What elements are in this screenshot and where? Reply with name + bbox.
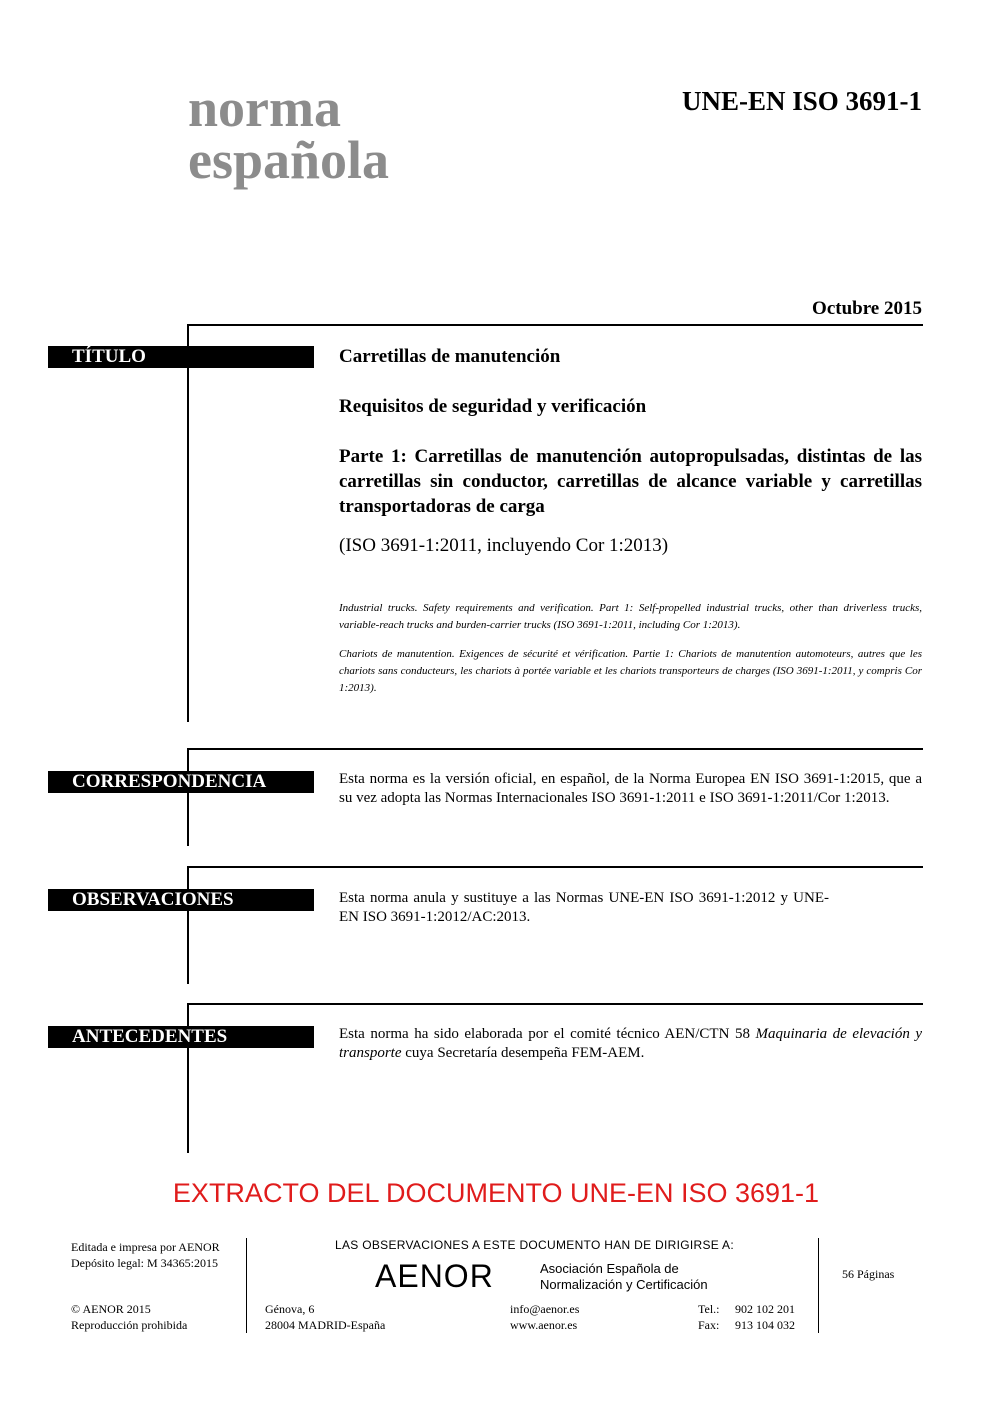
section-rule-observaciones <box>187 866 923 868</box>
title-french: Chariots de manutention. Exigences de sécurité et vérification. Partie 1: Chariots de manutention automoteurs, autres que les chariots sans conducteurs, les chariots à portée variable et les chariots transporteurs de charges (ISO 3691-1:2011, y compris Cor 1:2013). <box>339 648 922 694</box>
footer-copyright: © AENOR 2015 <box>71 1302 151 1316</box>
section-vline-correspondencia <box>187 748 189 846</box>
brand-wordmark <box>188 78 390 190</box>
aenor-association <box>540 1261 708 1293</box>
brand-line-1: norma <box>188 78 341 138</box>
antecedentes-text <box>339 1025 922 1063</box>
observaciones-text: Esta norma anula y sustituye a las Normas UNE-EN ISO 3691-1:2012 y UNE-EN ISO 3691-1:2012/AC:2013. <box>339 890 829 925</box>
footer-email[interactable]: info@aenor.es <box>510 1302 580 1316</box>
footer-tel-label: Tel.: <box>698 1302 720 1316</box>
section-label-correspondencia: CORRESPONDENCIA <box>48 771 314 793</box>
section-label-antecedentes: ANTECEDENTES <box>48 1026 314 1048</box>
section-vline-observaciones <box>187 866 189 984</box>
footer-contact-web <box>510 1301 579 1333</box>
footer-divider-left <box>246 1238 247 1333</box>
footer-edition <box>71 1239 220 1271</box>
antecedentes-text-b: cuya Secretaría desempeña FEM-AEM. <box>401 1045 645 1061</box>
standard-code: UNE-EN ISO 3691-1 <box>681 86 922 116</box>
publication-date: Octubre 2015 <box>812 298 922 319</box>
footer-fax: 913 104 032 <box>735 1318 795 1332</box>
title-line-1: Carretillas de manutención <box>339 346 561 367</box>
footer-legal-deposit: Depósito legal: M 34365:2015 <box>71 1256 218 1270</box>
footer-divider-right <box>818 1238 819 1333</box>
footer-pages: 56 Páginas <box>842 1267 895 1281</box>
antecedentes-committee: Maquinaria de elevación y transporte <box>339 1026 923 1061</box>
title-line-2: Requisitos de seguridad y verificación <box>339 396 647 417</box>
footer-city: 28004 MADRID-España <box>265 1318 386 1332</box>
title-english: Industrial trucks. Safety requirements and verification. Part 1: Self-propelled industrial trucks, other than driverless trucks, variable-reach trucks and burden-carrier trucks (ISO 3691-1:2011, including Cor 1:2013). <box>339 602 922 631</box>
section-rule-titulo <box>187 324 923 326</box>
section-rule-correspondencia <box>187 748 923 750</box>
footer-tel: 902 102 201 <box>735 1302 795 1316</box>
section-rule-antecedentes <box>187 1003 923 1005</box>
footer-street: Génova, 6 <box>265 1302 315 1316</box>
footer-edited: Editada e impresa por AENOR <box>71 1240 220 1254</box>
aenor-logo: AENOR <box>375 1258 494 1294</box>
footer-address <box>265 1301 385 1333</box>
section-label-titulo: TÍTULO <box>48 346 314 368</box>
footer-phone-labels <box>698 1301 720 1333</box>
extract-notice: EXTRACTO DEL DOCUMENTO UNE-EN ISO 3691-1 <box>172 1178 820 1208</box>
section-label-observaciones: OBSERVACIONES <box>48 889 314 911</box>
footer-phone-numbers <box>735 1301 795 1333</box>
footer-fax-label: Fax: <box>698 1318 720 1332</box>
title-reference: (ISO 3691-1:2011, incluyendo Cor 1:2013) <box>339 535 669 556</box>
footer-web[interactable]: www.aenor.es <box>510 1318 578 1332</box>
title-part: Parte 1: Carretillas de manutención autopropulsadas, distintas de las carretillas sin conductor, carretillas de alcance variable y carretillas transportadoras de carga <box>339 446 922 517</box>
antecedentes-text-a: Esta norma ha sido elaborada por el comité técnico AEN/CTN 58 <box>339 1026 756 1042</box>
correspondencia-text: Esta norma es la versión oficial, en español, de la Norma Europea EN ISO 3691-1:2015, que a su vez adopta las Normas Internacionales ISO 3691-1:2011 e ISO 3691-1:2011/Cor 1:2013. <box>339 771 922 806</box>
aenor-association-line-2: Normalización y Certificación <box>540 1277 708 1292</box>
footer-observations: LAS OBSERVACIONES A ESTE DOCUMENTO HAN DE DIRIGIRSE A: <box>335 1238 734 1252</box>
titulo-content <box>339 344 922 697</box>
section-vline-titulo <box>187 324 189 722</box>
footer-rights <box>71 1301 187 1333</box>
aenor-association-line-1: Asociación Española de <box>540 1261 679 1276</box>
footer-reproduction: Reproducción prohibida <box>71 1318 188 1332</box>
brand-line-2: española <box>188 130 390 190</box>
